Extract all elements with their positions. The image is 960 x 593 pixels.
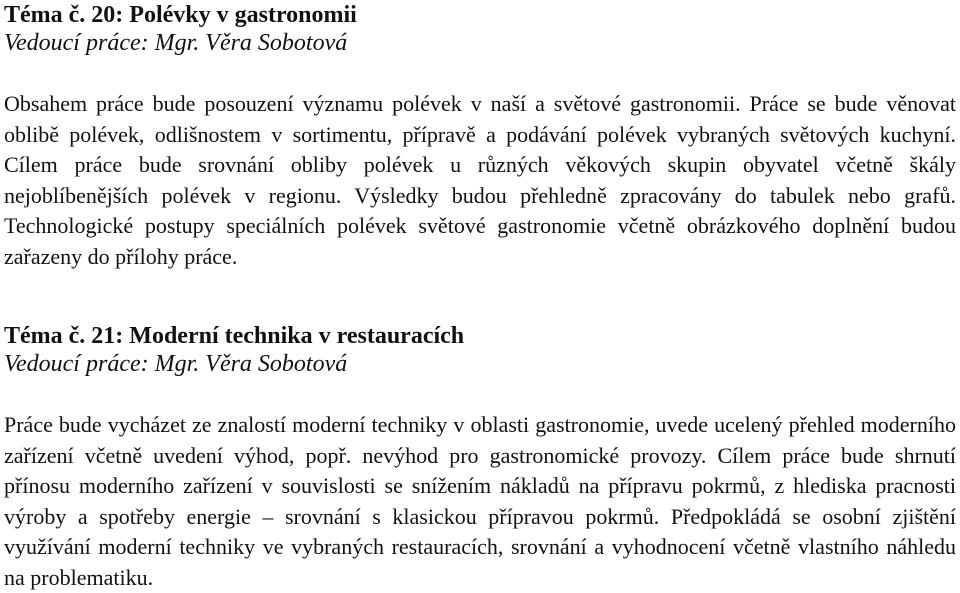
topic-20: [4, 1, 956, 272]
topic-supervisor: Vedoucí práce: Mgr. Věra Sobotová: [4, 351, 348, 377]
topic-title: Téma č. 21: Moderní technika v restauracích: [4, 323, 465, 349]
topic-title: Téma č. 20: Polévky v gastronomii: [4, 2, 357, 28]
topic-description: Obsahem práce bude posouzení významu polévek v naší a světové gastronomii. Práce se bude věnovat oblibě polévek, odlišnostem v sortimentu, přípravě a podávání polévek vybraných světových kuchyní. Cílem práce bude srovnání obliby polévek u různých věkových skupin obyvatel včetně škály nejoblíbenějších polévek v regionu. Výsledky budou přehledně zpracovány do tabulek nebo grafů. Technologické postupy speciálních polévek světové gastronomie včetně obrázkového doplnění budou zařazeny do přílohy práce.: [4, 91, 956, 269]
topic-21: [4, 322, 956, 593]
topic-description: Práce bude vycházet ze znalostí moderní techniky v oblasti gastronomie, uvede ucelený přehled moderního zařízení včetně uvedení výhod, popř. nevýhod pro gastronomické provozy. Cílem práce bude shrnutí přínosu moderního zařízení v souvislosti se snížením nákladů na přípravu pokrmů, z hlediska pracnosti výroby a spotřeby energie – srovnání s klasickou přípravou pokrmů. Předpokládá se osobní zjištění využívání moderní techniky ve vybraných restauracích, srovnání a vyhodnocení včetně vlastního náhledu na problematiku.: [4, 412, 956, 590]
topic-supervisor: Vedoucí práce: Mgr. Věra Sobotová: [4, 30, 348, 56]
